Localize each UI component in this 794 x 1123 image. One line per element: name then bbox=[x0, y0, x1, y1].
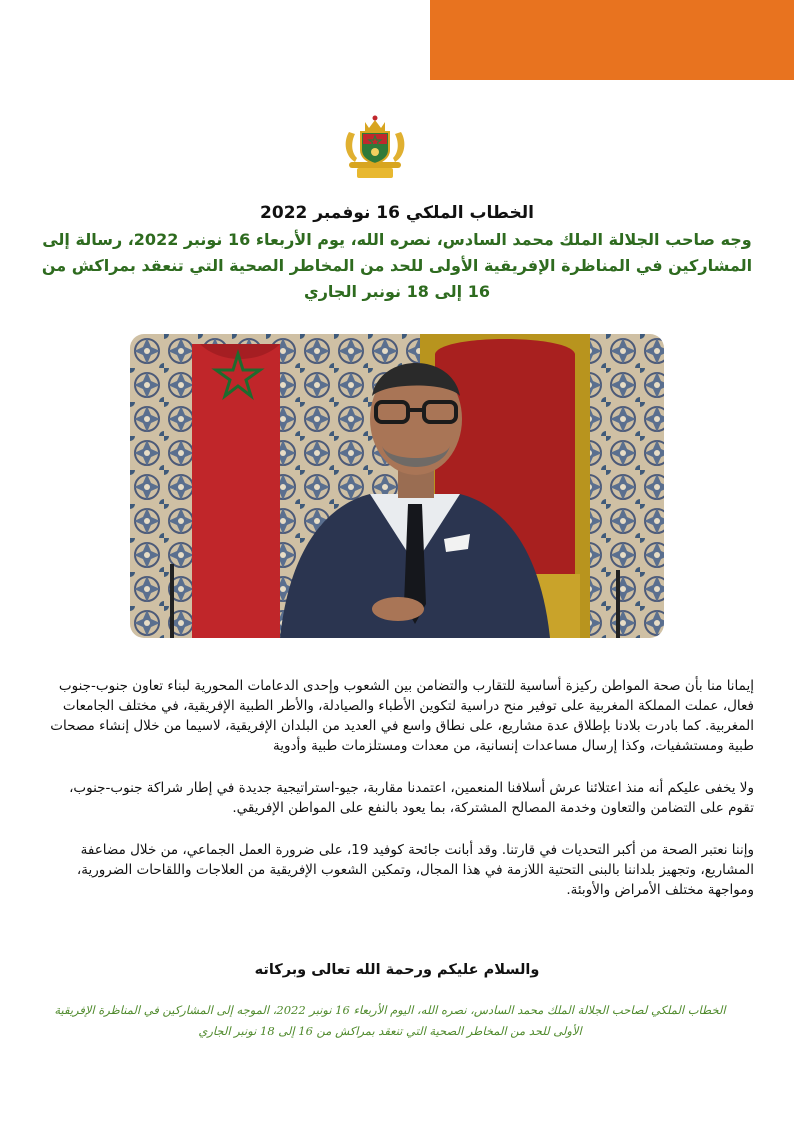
speech-subtitle: وجه صاحب الجلالة الملك محمد السادس، نصره الله، يوم الأربعاء 16 نونبر 2022، رسالة إلى المشاركين في المناظرة الإفريقية الأولى للحد من المخاطر الصحية التي تنعقد بمراكش من 16 إلى 18 نونبر الجاري bbox=[41, 230, 753, 301]
footer-caption: الخطاب الملكي لصاحب الجلالة الملك محمد السادس، نصره الله، اليوم الأربعاء 16 نونبر 2022، الموجه إلى المشاركين في المناظرة الإفريقية الأولى للحد من المخاطر الصحية التي تنعقد بمراكش من 16 إلى 18 نونبر الجاري bbox=[54, 1003, 726, 1038]
speech-paragraph-2: ولا يخفى عليكم أنه منذ اعتلائنا عرش أسلافنا المنعمين، اعتمدنا مقاربة، جيو-استراتيجية جديدة في إطار شراكة جنوب-جنوب، تقوم على التضامن والتعاون وخدمة المصالح المشتركة، بما يعود بالنفع على المواطن الإفريقي. bbox=[69, 780, 754, 816]
speech-body bbox=[42, 676, 754, 922]
orange-header-bar bbox=[430, 0, 794, 80]
title-block bbox=[40, 203, 754, 305]
speech-paragraph-3: وإننا نعتبر الصحة من أكبر التحديات في قارتنا. وقد أبانت جائحة كوفيد 19، على ضرورة العمل الجماعي، من خلال مضاعفة المشاريع، وتجهيز بلداننا بالبنى التحتية اللازمة في هذا المجال، وتمكين الشعوب الإفريقية من العلاجات واللقاحات الضرورية، ومواجهة مختلف الأمراض والأوبئة. bbox=[76, 842, 754, 898]
speech-paragraph-1: إيمانا منا بأن صحة المواطن ركيزة أساسية للتقارب والتضامن بين الشعوب وإحدى الدعامات المحورية لبناء تعاون جنوب-جنوب فعال، عملت المملكة المغربية على توفير منح دراسية لتكوين الأطباء والصيادلة، والأطر الطبية الإفريقية، في مختلف الجامعات المغربية. كما بادرت بلادنا بإطلاق عدة مشاريع، على نطاق واسع في العديد من البلدان الإفريقية، لاسيما من خلال إنشاء مصحات طبية ومستشفيات، وكذا إرسال مساعدات إنسانية، من معدات ومستلزمات طبية وأدوية bbox=[50, 678, 754, 754]
king-speech-photo bbox=[130, 334, 664, 638]
speech-title: الخطاب الملكي 16 نوفمبر 2022 bbox=[260, 203, 534, 223]
royal-coat-of-arms-icon bbox=[343, 112, 407, 182]
closing-salutation: والسلام عليكم ورحمة الله تعالى وبركاته bbox=[254, 962, 540, 978]
